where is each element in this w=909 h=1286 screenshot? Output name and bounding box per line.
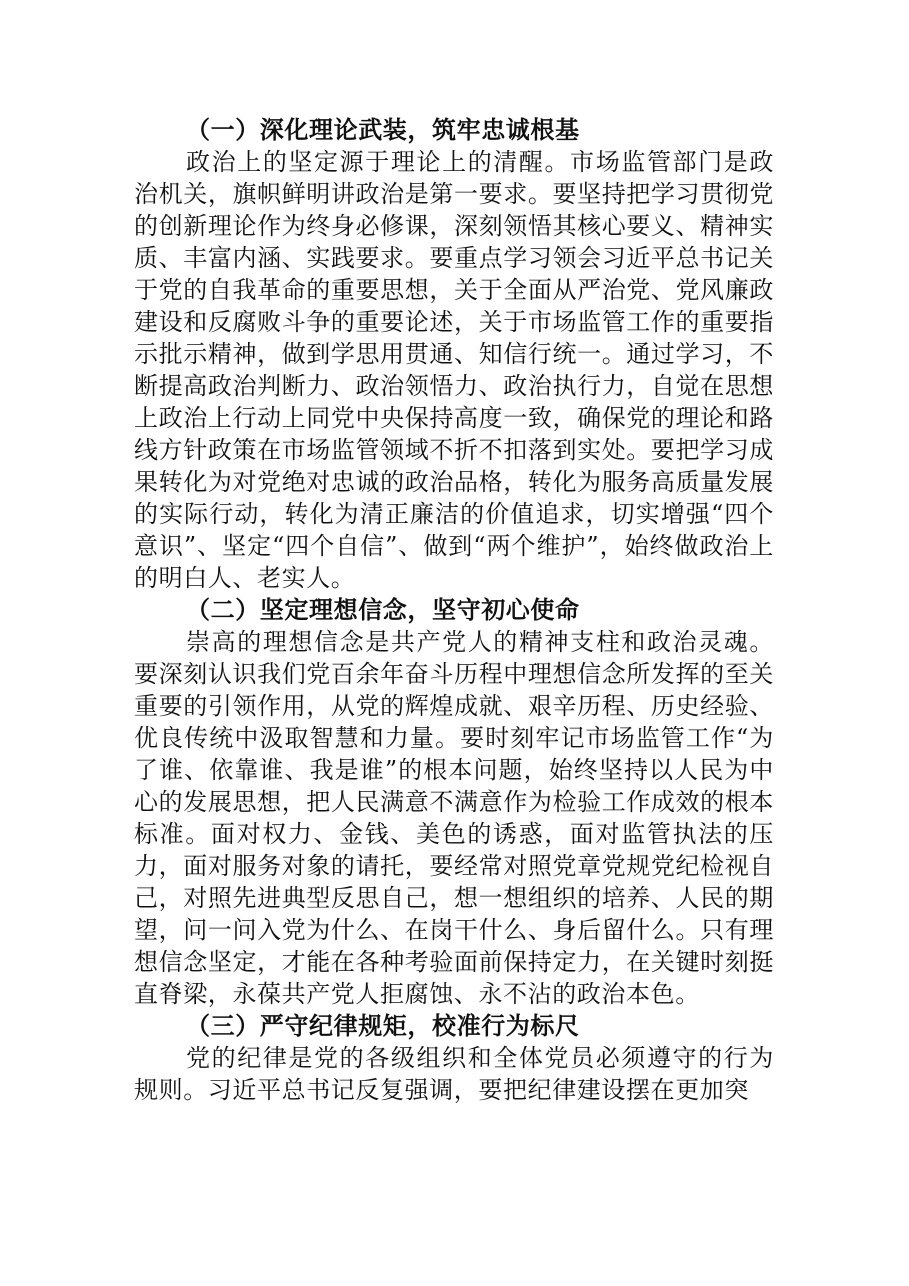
document-body: [134, 114, 774, 1106]
section-paragraph-2: 崇高的理想信念是共产党人的精神支柱和政治灵魂。要深刻认识我们党百余年奋斗历程中理想信念所发挥的至关重要的引领作用，从党的辉煌成就、艰辛历程、历史经验、优良传统中汲取智慧和力量。要时刻牢记市场监管工作“为了谁、依靠谁、我是谁”的根本问题，始终坚持以人民为中心的发展思想，把人民满意不满意作为检验工作成效的根本标准。面对权力、金钱、美色的诱惑，面对监管执法的压力，面对服务对象的请托，要经常对照党章党规党纪检视自己，对照先进典型反思自己，想一想组织的培养、人民的期望，问一问入党为什么、在岗干什么、身后留什么。只有理想信念坚定，才能在各种考验面前保持定力，在关键时刻挺直脊梁，永葆共产党人拒腐蚀、永不沾的政治本色。: [134, 628, 774, 1008]
section-paragraph-3: 党的纪律是党的各级组织和全体党员必须遵守的行为规则。习近平总书记反复强调，要把纪律建设摆在更加突: [134, 1044, 774, 1104]
section-heading-2: （二）坚定理想信念，坚守初心使命: [186, 595, 580, 624]
section-paragraph-1: 政治上的坚定源于理论上的清醒。市场监管部门是政治机关，旗帜鲜明讲政治是第一要求。要坚持把学习贯彻党的创新理论作为终身必修课，深刻领悟其核心要义、精神实质、丰富内涵、实践要求。要重点学习领会习近平总书记关于党的自我革命的重要思想，关于全面从严治党、党风廉政建设和反腐败斗争的重要论述，关于市场监管工作的重要指示批示精神，做到学思用贯通、知信行统一。通过学习，不断提高政治判断力、政治领悟力、政治执行力，自觉在思想上政治上行动上同党中央保持高度一致，确保党的理论和路线方针政策在市场监管领域不折不扣落到实处。要把学习成果转化为对党绝对忠诚的政治品格，转化为服务高质量发展的实际行动，转化为清正廉洁的价值追求，切实增强“四个意识”、坚定“四个自信”、做到“两个维护”，始终做政治上的明白人、老实人。: [134, 148, 774, 592]
section-heading-1: （一）深化理论武装，筑牢忠诚根基: [186, 115, 580, 144]
section-heading-3: （三）严守纪律规矩，校准行为标尺: [186, 1011, 580, 1040]
